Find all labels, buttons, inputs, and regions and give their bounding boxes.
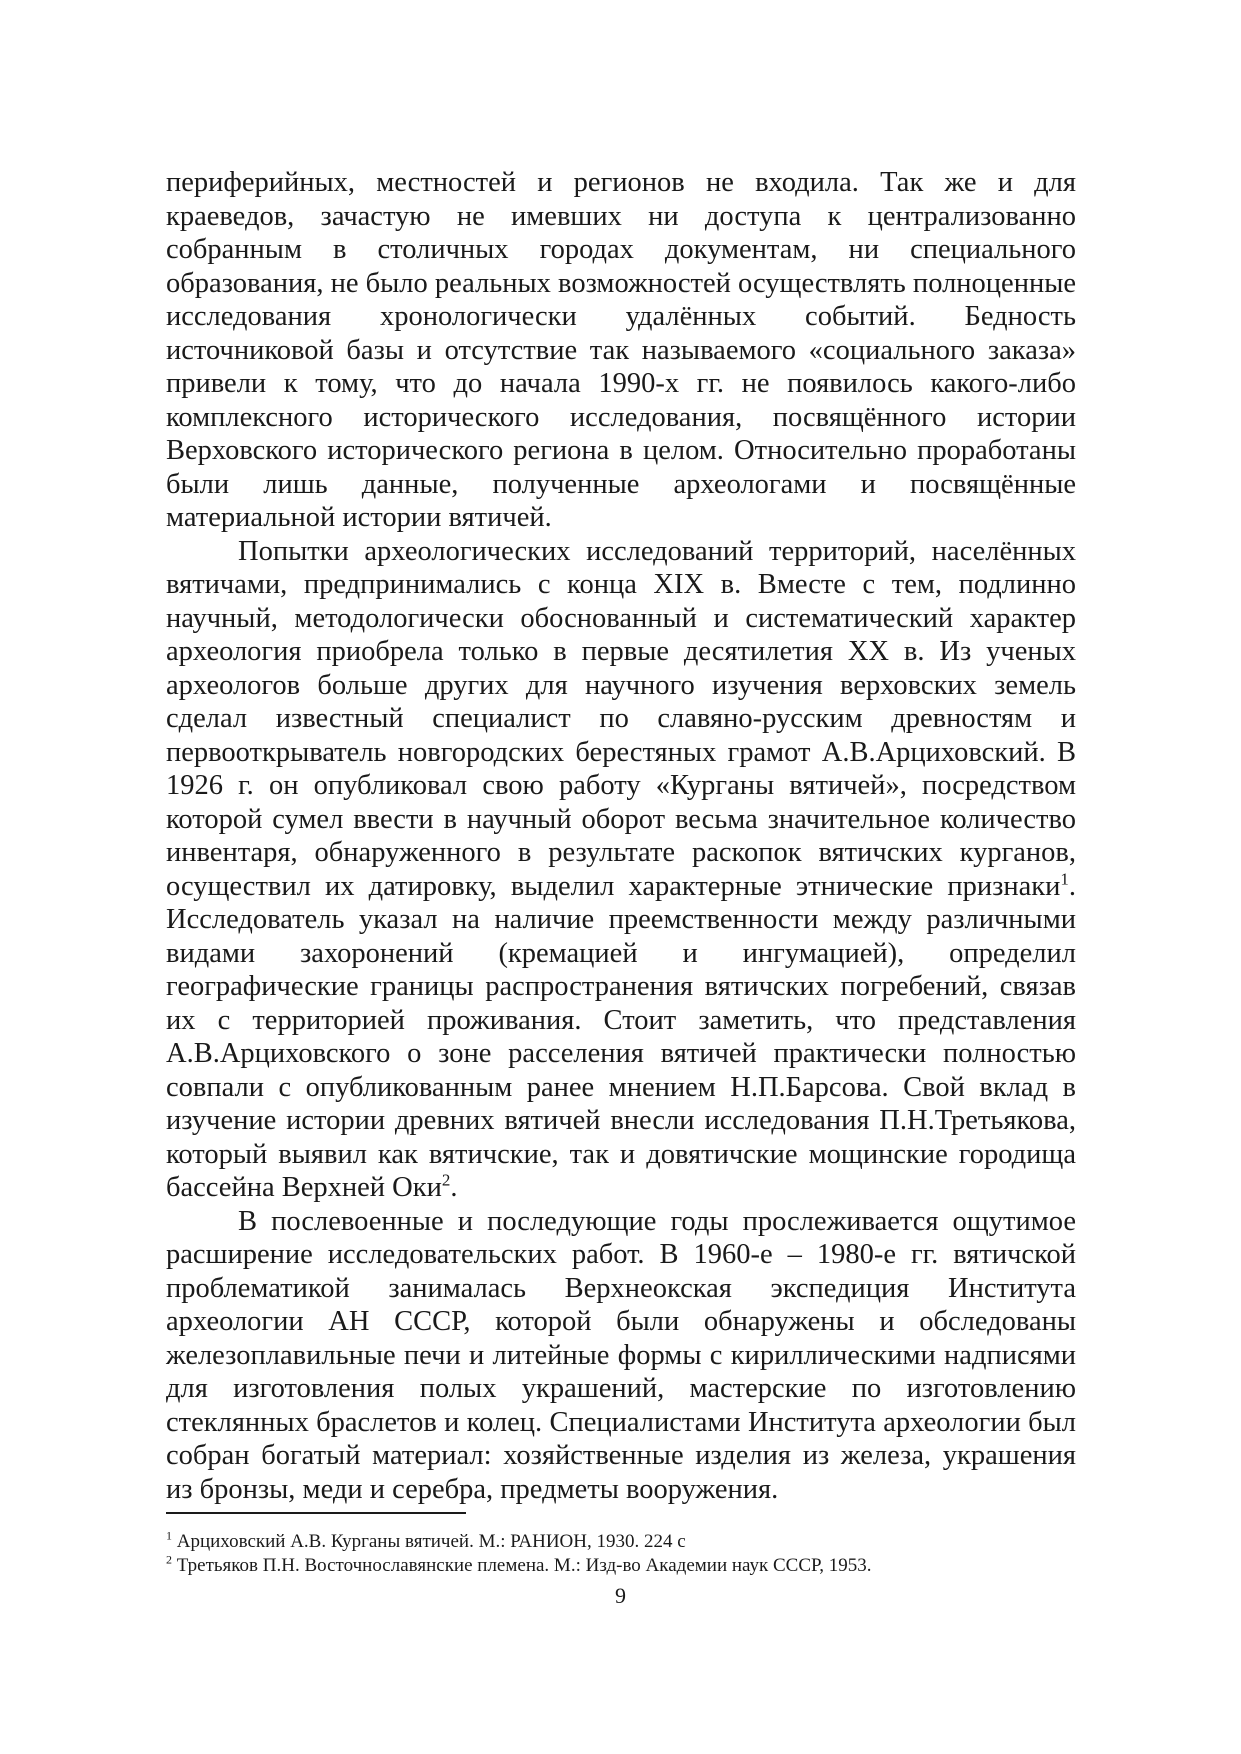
footnote-mark-1: 1 — [166, 1528, 172, 1543]
footnote-text-1: Арциховский А.В. Курганы вятичей. М.: РАНИОН, 1930. 224 с — [172, 1531, 686, 1552]
footnote-mark-2: 2 — [166, 1552, 172, 1567]
page-number: 9 — [615, 1583, 626, 1608]
paragraph-2-part-3: . — [450, 1172, 458, 1203]
paragraph-2-part-1: Попытки археологических исследований территорий, населённых вятичами, предпринимались с конца XIX в. Вместе с тем, подлинно научный, методологически обоснованный и систематический характер археология приобрела только в первые десятилетия XX в. Из ученых археологов больше других для научного изучения верховских земель сделал известный специалист по славяно-русским древностям и первооткрыватель новгородских берестяных грамот А.В.Арциховский. В 1926 г. он опубликовал свою работу «Курганы вятичей», посредством которой сумел ввести в научный оборот весьма значительное количество инвентаря, обнаруженного в результате раскопок вятичских курганов, осуществил их датировку, выделил характерные этнические признаки — [166, 535, 1076, 902]
paragraph-3: В послевоенные и последующие годы прослеживается ощутимое расширение исследовательских работ. В 1960-е – 1980-е гг. вятичской проблематикой занималась Верхнеокская экспедиция Института археологии АН СССР, которой были обнаружены и обследованы железоплавильные печи и литейные формы с кириллическими надписями для изготовления полых украшений, мастерские по изготовлению стеклянных браслетов и колец. Специалистами Института археологии был собран богатый материал: хозяйственные изделия из железа, украшения из бронзы, меди и серебра, предметы вооружения. — [166, 1205, 1076, 1505]
paragraph-2 — [166, 535, 1076, 1205]
footnote-1 — [166, 1530, 1076, 1554]
footnotes — [166, 1530, 1076, 1578]
main-text — [166, 166, 1076, 1506]
footnote-ref-2[interactable]: 2 — [441, 1170, 451, 1190]
footnote-ref-1[interactable]: 1 — [1060, 869, 1069, 888]
paragraph-2-part-2: . Исследователь указал на наличие преемственности между различными видами захоронений (кремацией и ингумацией), определил географические границы распространения вятичских погребений, связав их с территорией проживания. Стоит заметить, что представления А.В.Арциховского о зоне расселения вятичей практически полностью совпали с опубликованным ранее мнением Н.П.Барсова. Свой вклад в изучение истории древних вятичей внесли исследования П.Н.Третьякова, который выявил как вятичские, так и довятичские мощинские городища бассейна Верхней Оки — [166, 870, 1076, 1203]
footnote-text-2: Третьяков П.Н. Восточнославянские племена. М.: Изд-во Академии наук СССР, 1953. — [172, 1555, 872, 1576]
footnote-separator — [166, 1512, 466, 1514]
paragraph-1: периферийных, местностей и регионов не входила. Так же и для краеведов, зачастую не имевших ни доступа к централизованно собранным в столичных городах документам, ни специального образования, не было реальных возможностей осуществлять полноценные исследования хронологически удалённых событий. Бедность источниковой базы и отсутствие так называемого «социального заказа» привели к тому, что до начала 1990-х гг. не появилось какого-либо комплексного исторического исследования, посвящённого истории Верховского исторического региона в целом. Относительно проработаны были лишь данные, полученные археологами и посвящённые материальной истории вятичей. — [166, 167, 1076, 533]
footnote-2 — [166, 1554, 1076, 1578]
